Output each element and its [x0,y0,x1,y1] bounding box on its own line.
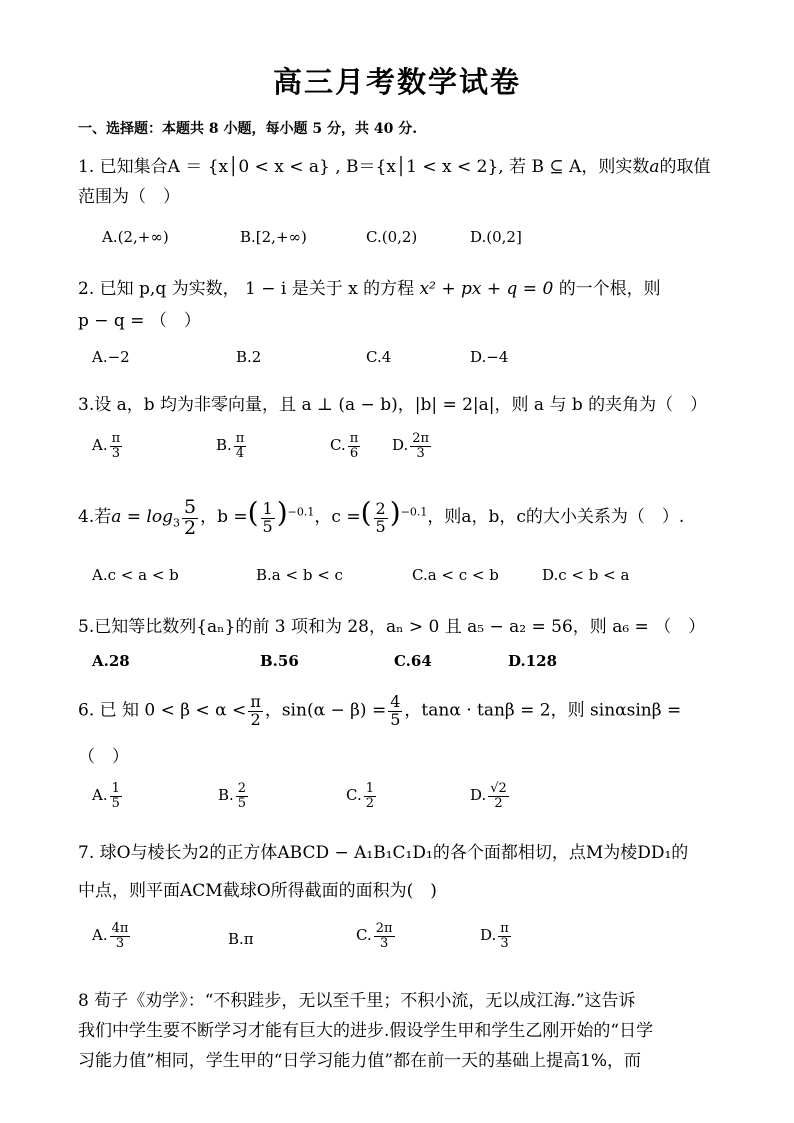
q3-option-b-label: B. [216,436,232,454]
q5-option-b: B.56 [260,652,299,670]
q4-b-den: 5 [262,516,273,536]
q4-a-den: 2 [183,516,197,539]
q6-option-a-den: 5 [111,796,120,811]
q4-b-lparen: ( [247,496,259,529]
q2-option-d: D.−4 [470,348,509,366]
q2-stem: 2. 已知 p,q 为实数， [78,279,240,299]
q1-stem: 1. 已知集合A ＝ {x│0 < x < a} , B＝{x│1 < x < 2}, 若 B ⊆ A，则实数 [78,157,650,177]
q7-option-c-fraction [374,922,395,950]
q8-line1: 8 荀子《劝学》：“不积跬步，无以至千里；不积小流，无以成江海.”这告诉 [78,991,636,1011]
q6-tan-expr: ，tanα · tanβ = 2，则 sinαsinβ = [404,700,682,721]
q6-fraction-4-5 [388,694,402,728]
q6-option-c-fraction [364,782,376,810]
q4-c-fraction [374,498,388,536]
q7-option-c-label: C. [356,926,372,944]
q6-frac-den: 2 [250,710,261,729]
q5-option-c: C.64 [394,652,432,670]
q4-a-expr: a = log [111,507,173,527]
q6-option-b-label: B. [218,786,234,804]
q6-line1 [78,694,681,728]
q6-option-c-num: 1 [365,781,374,796]
q4-c-lparen: ( [360,496,372,529]
q6-prefix: 6. 已 知 0 < β < α < [78,700,247,721]
q3-option-c-fraction [348,432,361,460]
q6-option-b-num: 2 [237,781,247,796]
q3-option-a-fraction [110,432,123,460]
q3-option-a-label: A. [92,436,108,454]
q1-option-a: A.(2,+∞) [102,228,169,246]
q7-option-b [228,930,254,948]
q3-option-a [92,432,124,460]
q6-option-c-label: C. [346,786,362,804]
q4-c-expr: ，c = [314,507,361,527]
q7-option-c-num: 2π [375,921,393,936]
q7-option-d-label: D. [480,926,497,944]
q3-option-a-den: 3 [111,446,121,461]
q6-option-a-fraction [110,782,122,810]
q7-option-b-value: π [243,930,254,948]
q6-sin-expr: ，sin(α − β) = [264,700,387,721]
q4-option-b: B.a < b < c [256,566,343,584]
q4-b-expr: ，b = [200,507,248,527]
q3-option-b-fraction [234,432,247,460]
q7-line1: 7. 球O与棱长为2的正方体ABCD − A₁B₁C₁D₁的各个面都相切，点M为棱DD₁的 [78,843,689,863]
q7-option-a-label: A. [92,926,108,944]
q2-root: 1 − i [245,279,287,299]
q3-option-c-label: C. [330,436,346,454]
q4-suffix: ，则a，b，c的大小关系为（ ）. [427,507,685,527]
q3-option-c-den: 6 [349,446,359,461]
q2-line2: p − q = （ ） [78,311,201,331]
q3-option-d-label: D. [392,436,409,454]
q4-b-exponent: −0.1 [287,505,315,519]
q6-option-d-den: 2 [494,796,503,811]
q3-option-c [330,432,362,460]
q2-option-c: C.4 [366,348,392,366]
q5-option-a: A.28 [92,652,130,670]
q4-c-exponent: −0.1 [400,505,428,519]
q3-option-b-den: 4 [235,446,245,461]
q6-frac2-num: 4 [390,692,401,711]
q4-b-num: 1 [262,498,273,518]
q6-fraction-pi-2 [248,694,263,728]
q3-option-d-den: 3 [416,446,425,461]
q8-line3: 习能力值”相同，学生甲的“日学习能力值”都在前一天的基础上提高1%，而 [78,1051,642,1071]
q7-option-b-label: B. [228,930,244,948]
q6-line2: （ ） [78,747,129,767]
q1-option-c: C.(0,2) [366,228,418,246]
q3-option-d-num: 2π [412,431,430,446]
q7-option-a [92,922,132,950]
q5-option-d: D.128 [508,652,558,670]
q3-option-b-num: π [235,431,245,446]
q3-option-a-num: π [111,431,121,446]
q7-option-d [480,922,513,950]
q7-option-d-fraction [498,922,511,950]
q7-option-a-fraction [110,922,131,950]
q1-stem-end: 的取值 [659,157,711,177]
q6-option-a-label: A. [92,786,108,804]
q6-frac-num: π [250,692,261,711]
q6-option-d-label: D. [470,786,487,804]
exam-title: 高三月考数学试卷 [272,65,521,99]
q4-c-rparen: ) [389,496,401,529]
q4-b-rparen: ) [276,496,288,529]
q4-option-c: C.a < c < b [412,566,499,584]
q2-option-b: B.2 [236,348,262,366]
q6-frac2-den: 5 [390,710,401,729]
q4-log-base: 3 [172,516,180,530]
q6-option-c-den: 2 [365,796,374,811]
section-heading: 一、选择题：本题共 8 小题，每小题 5 分，共 40 分. [78,121,418,137]
q5-line1: 5.已知等比数列{aₙ}的前 3 项和为 28，aₙ > 0 且 a₅ − a₂ = 56，则 a₆ = （ ） [78,617,706,637]
q6-option-b-fraction [236,782,248,810]
q6-option-a [92,782,124,810]
q1-option-d: D.(0,2] [470,228,522,246]
q1-option-b: B.[2,+∞) [240,228,307,246]
q6-option-a-num: 1 [111,781,120,796]
q7-option-d-num: π [500,921,509,936]
q6-option-d-fraction [488,782,509,810]
q3-option-d-fraction [410,432,431,460]
q4-a-num: 5 [183,495,197,518]
q4-prefix: 4.若 [78,507,112,527]
q6-option-c [346,782,378,810]
q7-option-c [356,922,397,950]
q4-option-d: D.c < b < a [542,566,630,584]
q4-a-fraction [182,495,198,539]
q4-b-fraction [261,498,275,536]
q2-stem-mid: 是关于 x 的方程 [291,279,415,299]
q4-c-den: 5 [375,516,386,536]
q6-option-b [218,782,250,810]
q7-line2: 中点，则平面ACM截球O所得截面的面积为( ) [78,881,437,901]
q4-c-num: 2 [375,498,386,518]
q7-option-a-den: 3 [115,936,125,951]
q3-option-b [216,432,248,460]
q2-equation: x² + px + q = 0 [419,279,554,299]
q2-line1 [78,274,661,299]
q6-option-d-num: √2 [490,781,507,796]
q3-option-d [392,432,433,460]
q1-line2: 范围为（ ） [78,187,180,207]
q7-option-a-num: 4π [111,921,129,936]
q4-option-a: A.c < a < b [92,566,179,584]
q1-line1 [78,152,710,177]
q6-option-b-den: 5 [237,796,247,811]
q2-option-a: A.−2 [92,348,130,366]
q6-option-d [470,782,511,810]
q2-stem-end: 的一个根，则 [558,279,661,299]
q4-line1 [78,496,684,538]
q1-variable: a [649,157,660,177]
q3-line1: 3.设 a，b 均为非零向量，且 a ⊥ (a − b)，|b| = 2|a|，则 a 与 b 的夹角为（ ） [78,395,708,415]
q7-option-d-den: 3 [500,936,509,951]
q3-option-c-num: π [349,431,359,446]
q8-line2: 我们中学生要不断学习才能有巨大的进步.假设学生甲和学生乙刚开始的“日学 [78,1021,654,1041]
q7-option-c-den: 3 [379,936,389,951]
